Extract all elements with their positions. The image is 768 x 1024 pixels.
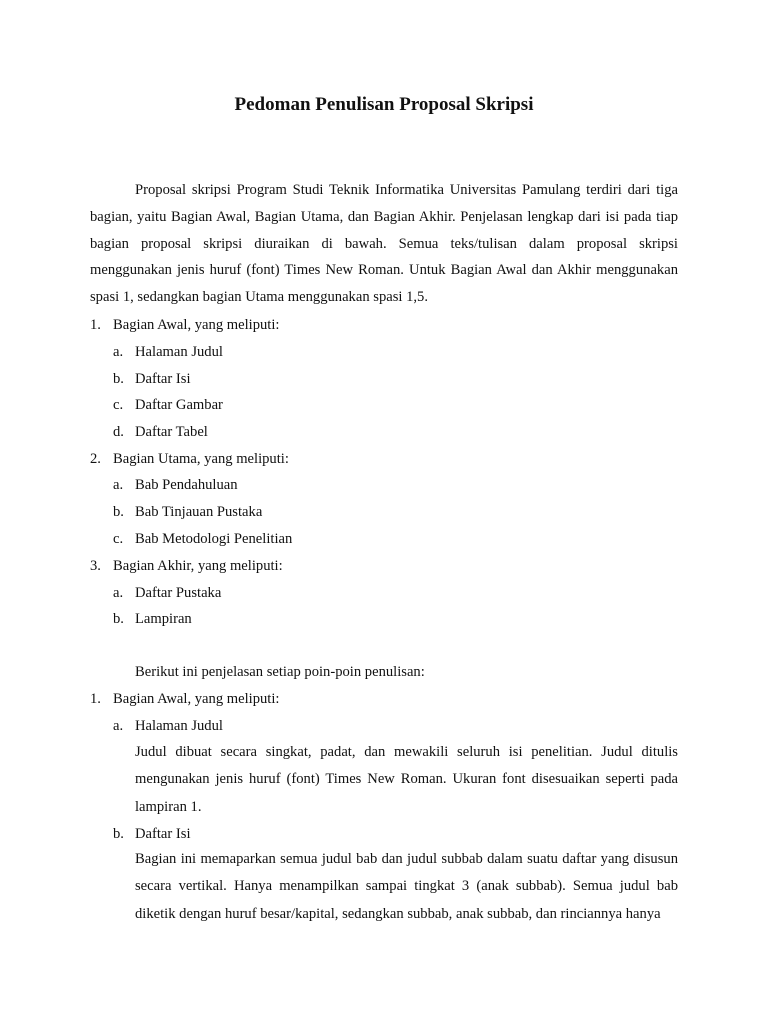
- detail-paragraph: Judul dibuat secara singkat, padat, dan mewakili seluruh isi penelitian. Judul ditulis mengunakan jenis huruf (font) Times New Roman. Ukuran font disesuaikan seperti pada lampiran 1.: [135, 744, 678, 815]
- outline-letter: c.: [113, 397, 124, 413]
- outline-item: Bab Pendahuluan: [135, 477, 238, 493]
- outline-letter: a.: [113, 344, 124, 360]
- outline-item: Daftar Tabel: [135, 424, 208, 440]
- outline-number: 3.: [90, 558, 101, 574]
- detail-letter: a.: [113, 718, 124, 734]
- outline-item: Bab Tinjauan Pustaka: [135, 504, 263, 520]
- outline-item: Daftar Isi: [135, 371, 191, 387]
- detail-subheading: Daftar Isi: [135, 826, 191, 842]
- outline-letter: a.: [113, 477, 124, 493]
- outline-number: 1.: [90, 317, 101, 333]
- outline-heading: Bagian Awal, yang meliputi:: [113, 317, 280, 333]
- outline-letter: b.: [113, 611, 124, 627]
- outline-letter: b.: [113, 504, 124, 520]
- outline-heading: Bagian Utama, yang meliputi:: [113, 451, 289, 467]
- outline-letter: d.: [113, 424, 124, 440]
- detail-subheading: Halaman Judul: [135, 718, 223, 734]
- outline-item: Halaman Judul: [135, 344, 223, 360]
- outline-item: Lampiran: [135, 611, 192, 627]
- outline-item: Daftar Gambar: [135, 397, 223, 413]
- outline-letter: b.: [113, 371, 124, 387]
- explanation-intro: Berikut ini penjelasan setiap poin-poin penulisan:: [135, 664, 425, 680]
- outline-number: 2.: [90, 451, 101, 467]
- detail-letter: b.: [113, 826, 124, 842]
- outline-heading: Bagian Akhir, yang meliputi:: [113, 558, 283, 574]
- page-title: Pedoman Penulisan Proposal Skripsi: [234, 94, 534, 115]
- outline-letter: a.: [113, 585, 124, 601]
- detail-number: 1.: [90, 691, 101, 707]
- detail-paragraph: Bagian ini memaparkan semua judul bab dan judul subbab dalam suatu daftar yang disusun secara vertikal. Hanya menampilkan sampai tingkat 3 (anak subbab). Semua judul bab diketik dengan huruf besar/kapital, sedangkan subbab, anak subbab, dan rinciannya hanya: [135, 851, 678, 922]
- detail-heading: Bagian Awal, yang meliputi:: [113, 691, 280, 707]
- outline-item: Daftar Pustaka: [135, 585, 222, 601]
- outline-item: Bab Metodologi Penelitian: [135, 531, 293, 547]
- intro-paragraph: Proposal skripsi Program Studi Teknik Informatika Universitas Pamulang terdiri dari tiga bagian, yaitu Bagian Awal, Bagian Utama, dan Bagian Akhir. Penjelasan lengkap dari isi pada tiap bagian proposal skripsi diuraikan di bawah. Semua teks/tulisan dalam proposal skripsi menggunakan jenis huruf (font) Times New Roman. Untuk Bagian Awal dan Akhir menggunakan spasi 1, sedangkan bagian Utama menggunakan spasi 1,5.: [90, 182, 678, 306]
- outline-letter: c.: [113, 531, 124, 547]
